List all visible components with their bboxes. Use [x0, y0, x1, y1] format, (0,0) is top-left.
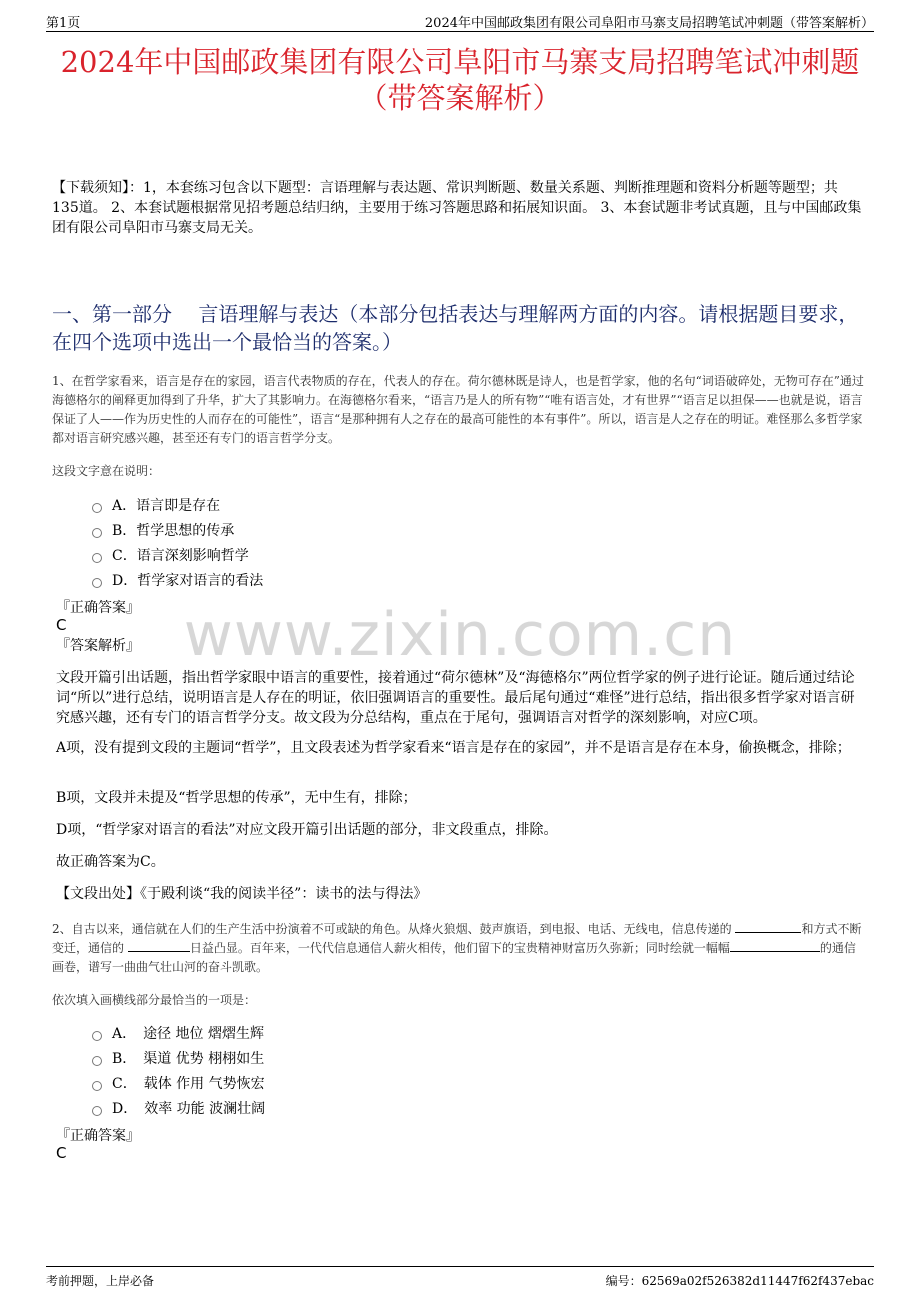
q1-text: 1、在哲学家看来，语言是存在的家园，语言代表物质的存在，代表人的存在。荷尔德林既是诗人，也是哲学家，他的名句“词语破碎处，无物可存在”通过海德格尔的阐释更加得到了升华，扩大了其影响力。在海德格尔看来，“语言乃是人的所有物”“唯有语言处，才有世界”“语言足以担保——也就是说，语言保证了人——作为历史性的人而存在的可能性”，语言“是那种拥有人之存在的最高可能性的本有事件”。所以，语言是人之存在的明证。难怪那么多哲学家都对语言研究感兴趣，甚至还有专门的语言哲学分支。 [52, 374, 864, 445]
q1-analysis-b: B项，文段并未提及“哲学思想的传承”，无中生有，排除； [56, 790, 417, 806]
footer-slogan: 考前押题，上岸必备 [46, 1274, 155, 1288]
page-title-line1: 2024年中国邮政集团有限公司阜阳市马寨支局招聘笔试冲刺题 [60, 45, 860, 79]
radio-icon[interactable] [92, 1031, 102, 1041]
radio-icon[interactable] [92, 528, 102, 538]
q2-option-c[interactable]: C． 载体 作用 气势恢宏 [92, 1070, 265, 1095]
q2-text: 2、自古以来，通信就在人们的生产生活中扮演着不可或缺的角色。从烽火狼烟、鼓声旗语，到电报、电话、无线电，信息传递的 和方式不断变迁，通信的 日益凸显。百年来，一代代信息通信人薪火相传，他们留下的宝贵精神财富历久弥新；同时绘就一幅幅 的通信画卷，谱写一曲曲气壮山河的奋斗凯歌。 [52, 922, 862, 974]
radio-icon[interactable] [92, 578, 102, 588]
q1-analysis-a: A项，没有提到文段的主题词“哲学”，且文段表述为哲学家看来“语言是存在的家园”，并不是语言是存在本身，偷换概念，排除； [56, 740, 851, 756]
q2-answer-label: 『正确答案』 [56, 1128, 140, 1144]
radio-icon[interactable] [92, 1081, 102, 1091]
radio-icon[interactable] [92, 1056, 102, 1066]
q1-conclusion: 故正确答案为C。 [56, 854, 165, 870]
q1-analysis-label: 『答案解析』 [56, 638, 140, 654]
download-notice: 【下载须知】：1，本套练习包含以下题型：言语理解与表达题、常识判断题、数量关系题、判断推理题和资料分析题等题型；共135道。 2、本套试题根据常见招考题总结归纳，主要用于练习答题思路和拓展知识面。 3、本套试题非考试真题，且与中国邮政集团有限公司阜阳市马寨支局无关。 [52, 180, 862, 236]
q1-option-b[interactable]: B．哲学思想的传承 [92, 517, 263, 542]
header-doc-title: 2024年中国邮政集团有限公司阜阳市马寨支局招聘笔试冲刺题（带答案解析） [424, 16, 874, 31]
blank-3 [730, 939, 820, 952]
q2-answer: C [56, 1144, 67, 1162]
blank-2 [128, 939, 190, 952]
q1-analysis-d: D项，“哲学家对语言的看法”对应文段开篇引出话题的部分，非文段重点，排除。 [56, 822, 558, 838]
q2-option-d[interactable]: D． 效率 功能 波澜壮阔 [92, 1095, 265, 1120]
header-divider [46, 31, 874, 32]
q1-options [92, 492, 263, 592]
page-number: 第1页 [46, 16, 81, 31]
q2-option-b[interactable]: B． 渠道 优势 栩栩如生 [92, 1045, 265, 1070]
radio-icon[interactable] [92, 503, 102, 513]
q1-prompt: 这段文字意在说明： [52, 464, 161, 478]
q2-option-a[interactable]: A． 途径 地位 熠熠生辉 [92, 1020, 265, 1045]
q1-option-a[interactable]: A．语言即是存在 [92, 492, 263, 517]
radio-icon[interactable] [92, 1106, 102, 1116]
page-title-line2: （带答案解析） [358, 81, 562, 115]
q1-option-c[interactable]: C．语言深刻影响哲学 [92, 542, 263, 567]
radio-icon[interactable] [92, 553, 102, 563]
blank-1 [735, 920, 801, 933]
footer-divider [46, 1266, 874, 1267]
q1-analysis-main: 文段开篇引出话题，指出哲学家眼中语言的重要性，接着通过“荷尔德林”及“海德格尔”两位哲学家的例子进行论证。随后通过结论词“所以”进行总结，说明语言是人存在的明证，依旧强调语言的重要性。最后尾句通过“难怪”进行总结，指出很多哲学家对语言研究感兴趣，还有专门的语言哲学分支。故文段为分总结构，重点在于尾句，强调语言对哲学的深刻影响，对应C项。 [56, 670, 855, 726]
q2-options [92, 1020, 265, 1120]
q1-answer-label: 『正确答案』 [56, 600, 140, 616]
footer-doc-id: 编号：62569a02f526382d11447f62f437ebac [605, 1274, 874, 1288]
page-title [46, 44, 874, 116]
section-heading: 一、第一部分 言语理解与表达（本部分包括表达与理解两方面的内容。请根据题目要求，在四个选项中选出一个最恰当的答案。） [52, 302, 859, 354]
q2-prompt: 依次填入画横线部分最恰当的一项是： [52, 993, 257, 1007]
q1-answer: C [56, 616, 67, 634]
watermark: www.zixin.com.cn [183, 600, 737, 670]
q1-source: 【文段出处】《于殿利谈“我的阅读半径”：读书的法与得法》 [56, 886, 428, 902]
q1-option-d[interactable]: D．哲学家对语言的看法 [92, 567, 263, 592]
